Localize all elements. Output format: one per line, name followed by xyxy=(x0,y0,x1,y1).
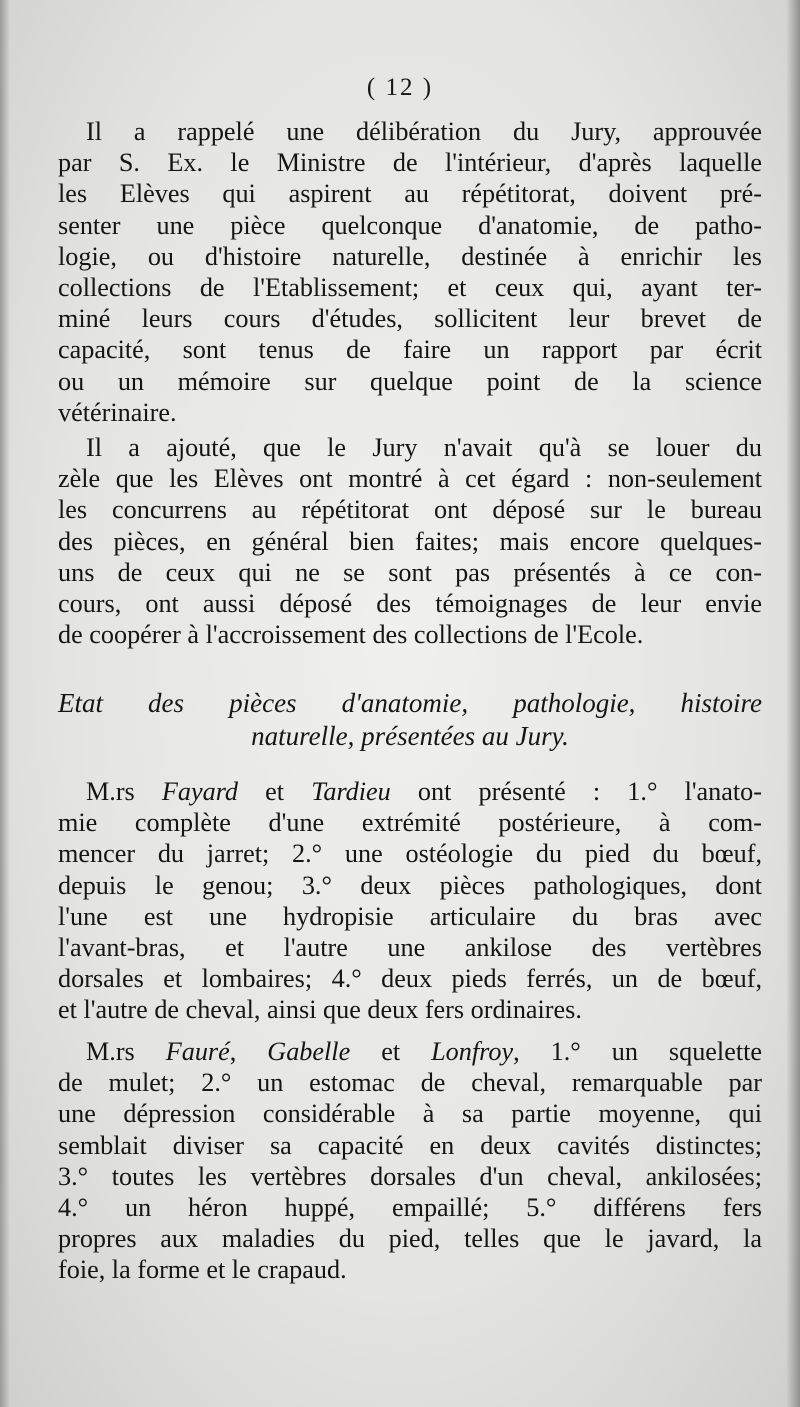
text-line: 3.° toutes les vertèbres dorsales d'un cheval, ankilosées; xyxy=(58,1161,762,1191)
author-name: Gabelle xyxy=(267,1037,351,1066)
page-edge-left xyxy=(0,0,10,1407)
author-name: Fayard xyxy=(161,777,239,806)
entry-fayard-tardieu xyxy=(58,776,762,1026)
text-line: foie, la forme et le crapaud. xyxy=(58,1255,347,1285)
entry-text: ont présenté : 1.° l'anato- xyxy=(417,777,762,806)
text-line: de mulet; 2.° un estomac de cheval, remarquable par xyxy=(58,1068,762,1098)
paragraph-2 xyxy=(58,432,762,650)
entry-first-line xyxy=(58,1036,762,1067)
separator: , xyxy=(229,1037,237,1066)
heading-line: Etat des pièces d'anatomie, pathologie, histoire xyxy=(58,688,762,718)
entry-faure-gabelle-lonfroy xyxy=(58,1036,762,1286)
page-edge-right xyxy=(786,0,800,1407)
text-line: Il a ajouté, que le Jury n'avait qu'à se louer du xyxy=(86,433,762,462)
entry-text: , 1.° un squelette xyxy=(513,1037,762,1066)
section-heading xyxy=(58,687,762,753)
text-line: dorsales et lombaires; 4.° deux pieds ferrés, un de bœuf, xyxy=(58,964,762,994)
text-line: les Elèves qui aspirent au répétitorat, doivent pré- xyxy=(58,179,762,209)
conjunction: et xyxy=(265,777,285,806)
text-line: cours, ont aussi déposé des témoignages de leur envie xyxy=(58,589,762,619)
author-name: Lonfroy xyxy=(431,1037,514,1066)
text-line: des pièces, en général bien faites; mais encore quelques- xyxy=(58,526,762,556)
author-name: Fauré xyxy=(165,1037,230,1066)
text-line: les concurrens au répétitorat ont déposé sur le bureau xyxy=(58,495,762,525)
text-line: collections de l'Etablissement; et ceux qui, ayant ter- xyxy=(58,273,762,303)
text-line: de coopérer à l'accroissement des collections de l'Ecole. xyxy=(58,620,644,650)
page-number: ( 12 ) xyxy=(366,74,434,101)
text-line: et l'autre de cheval, ainsi que deux fers ordinaires. xyxy=(58,995,582,1025)
text-line: logie, ou d'histoire naturelle, destinée à enrichir les xyxy=(58,241,762,271)
text-line: ou un mémoire sur quelque point de la science xyxy=(58,366,762,396)
text-line: vétérinaire. xyxy=(58,397,177,427)
text-line: par S. Ex. le Ministre de l'intérieur, d'après laquelle xyxy=(58,148,762,178)
title-prefix: M.rs xyxy=(86,777,135,806)
text-line: senter une pièce quelconque d'anatomie, de patho- xyxy=(58,210,762,240)
conjunction: et xyxy=(381,1037,401,1066)
text-line: une dépression considérable à sa partie moyenne, qui xyxy=(58,1099,762,1129)
text-line: depuis le genou; 3.° deux pièces pathologiques, dont xyxy=(58,870,762,900)
title-prefix: M.rs xyxy=(86,1037,135,1066)
text-line: l'avant-bras, et l'autre une ankilose des vertèbres xyxy=(58,933,762,963)
text-line: uns de ceux qui ne se sont pas présentés à ce con- xyxy=(58,557,762,587)
text-line: Il a rappelé une délibération du Jury, approuvée xyxy=(86,117,762,146)
text-line: capacité, sont tenus de faire un rapport par écrit xyxy=(58,335,762,365)
text-line: l'une est une hydropisie articulaire du bras avec xyxy=(58,901,762,931)
heading-line: naturelle, présentées au Jury. xyxy=(251,721,569,751)
paragraph-1 xyxy=(58,116,762,428)
text-line: semblait diviser sa capacité en deux cavités distinctes; xyxy=(58,1130,762,1160)
text-line: miné leurs cours d'études, sollicitent leur brevet de xyxy=(58,304,762,334)
text-line: 4.° un héron huppé, empaillé; 5.° différens fers xyxy=(58,1193,762,1223)
text-line: mencer du jarret; 2.° une ostéologie du pied du bœuf, xyxy=(58,839,762,869)
author-name: Tardieu xyxy=(311,777,391,806)
text-line: mie complète d'une extrémité postérieure, à com- xyxy=(58,808,762,838)
text-line: propres aux maladies du pied, telles que le javard, la xyxy=(58,1224,762,1254)
entry-first-line xyxy=(58,776,762,807)
text-line: zèle que les Elèves ont montré à cet égard : non-seulement xyxy=(58,464,762,494)
